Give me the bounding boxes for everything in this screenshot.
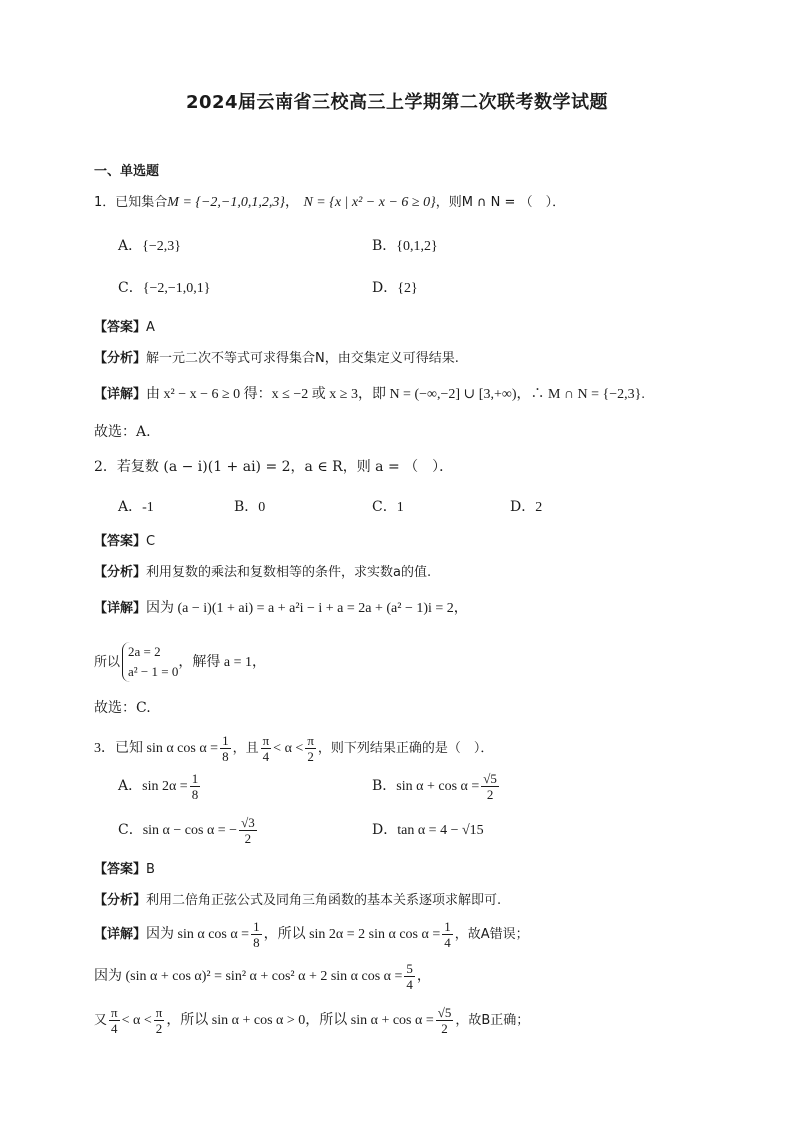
q3-stem-part: 3．已知 sin α cos α = <box>94 741 219 756</box>
q3-option-c <box>118 812 259 849</box>
detail-part: ，故A错误； <box>454 927 529 942</box>
option-expr: sin 2α = <box>142 779 188 794</box>
equation-system <box>122 642 178 682</box>
frac-den: 4 <box>262 748 270 764</box>
option-value: {0,1,2} <box>396 239 438 254</box>
fraction <box>436 1005 454 1036</box>
q3-detail-2 <box>94 958 431 995</box>
frac-num: π <box>111 1004 118 1020</box>
q3-answer <box>94 859 155 880</box>
frac-den: 8 <box>191 786 199 802</box>
fraction <box>251 919 262 950</box>
q3-option-b <box>372 768 501 805</box>
q3-stem-part: < α < <box>273 741 304 756</box>
question-3-stem <box>94 730 493 767</box>
q1-conclusion: 故选：A. <box>94 424 151 440</box>
option-label: B． <box>234 499 259 515</box>
q2-detail <box>94 598 468 619</box>
answer-value: B <box>146 862 155 877</box>
detail-part: ，所以 sin 2α = 2 sin α cos α = <box>263 927 441 942</box>
section-heading: 一、单选题 <box>94 164 160 179</box>
fraction <box>190 771 201 802</box>
q2-conclusion: 故选：C. <box>94 700 151 716</box>
frac-den: 8 <box>222 748 229 764</box>
q1-stem-num: 1．已知集合 <box>94 195 168 210</box>
option-label: A． <box>118 778 143 794</box>
q2-answer <box>94 531 155 552</box>
frac-num: 1 <box>253 918 260 934</box>
frac-den: 4 <box>111 1020 118 1036</box>
answer-value: C <box>146 534 156 549</box>
detail-part: 因为 sin α cos α = <box>146 927 250 942</box>
option-label: D． <box>372 822 398 838</box>
analysis-tag: 【分析】 <box>94 893 147 908</box>
question-1-stem: 1．已知集合M = {−2,−1,0,1,2,3}， N = {x | x² − x − 6 ≥ 0}，则M ∩ N = （ ）． <box>94 194 566 210</box>
sys-suffix: ，解得 a = 1， <box>178 655 266 670</box>
q1-ask: ，则M ∩ N = （ ）． <box>435 195 566 210</box>
option-label: A． <box>118 238 143 254</box>
frac-den: 4 <box>444 934 451 950</box>
sys-line-2: a² − 1 = 0 <box>128 664 179 679</box>
frac-num: √5 <box>483 770 497 786</box>
frac-num: π <box>307 732 314 748</box>
option-label: D． <box>510 499 536 515</box>
q1-answer <box>94 317 155 338</box>
q1-set-n: N = {x | x² − x − 6 ≥ 0} <box>303 195 436 210</box>
q1-option-a <box>118 236 181 257</box>
q1-option-c <box>118 278 210 299</box>
q3-stem-part: ，且 <box>232 741 259 756</box>
option-value: {−2,3} <box>142 239 181 254</box>
q3-option-a <box>118 768 202 805</box>
option-value: 1 <box>396 500 404 515</box>
frac-den: 2 <box>486 786 494 802</box>
option-value: {−2,−1,0,1} <box>142 281 211 296</box>
answer-value: A <box>146 320 155 335</box>
q2-system <box>94 640 266 685</box>
answer-tag: 【答案】 <box>94 862 147 877</box>
question-2-stem: 2．若复数 (a − i)(1 + ai) = 2，a ∈ R，则 a = （ ）． <box>94 459 454 475</box>
frac-den: 4 <box>406 976 413 992</box>
fraction <box>305 733 316 764</box>
option-label: C． <box>372 499 397 515</box>
detail-part: ， <box>416 969 431 984</box>
frac-num: 1 <box>444 918 451 934</box>
fraction <box>481 771 499 802</box>
detail-part: 又 <box>94 1013 108 1028</box>
q3-detail-3 <box>94 1002 529 1039</box>
fraction <box>220 733 231 764</box>
detail-tag: 【详解】 <box>94 387 147 402</box>
q3-analysis <box>94 890 501 911</box>
frac-num: 5 <box>406 960 413 976</box>
frac-num: π <box>262 732 270 748</box>
frac-num: 1 <box>222 732 229 748</box>
detail-part: ，所以 sin α + cos α > 0，所以 sin α + cos α = <box>166 1013 434 1028</box>
detail-part: < α < <box>121 1013 152 1028</box>
option-label: B． <box>372 238 397 254</box>
option-value: 0 <box>258 500 266 515</box>
frac-den: 2 <box>244 830 252 846</box>
analysis-text: 解一元二次不等式可求得集合N，由交集定义可得结果. <box>146 351 459 366</box>
fraction <box>442 919 453 950</box>
frac-den: 2 <box>155 1020 163 1036</box>
q3-detail-1 <box>94 916 529 953</box>
option-label: B． <box>372 778 397 794</box>
detail-part: ，故B正确； <box>455 1013 530 1028</box>
answer-tag: 【答案】 <box>94 534 147 549</box>
frac-num: π <box>155 1004 163 1020</box>
page-title: 2024届云南省三校高三上学期第二次联考数学试题 <box>185 92 609 113</box>
option-value: {2} <box>397 281 418 296</box>
q3-stem-part: ，则下列结果正确的是（ ）． <box>317 741 494 756</box>
option-value: -1 <box>142 500 154 515</box>
q1-option-d <box>372 278 418 299</box>
detail-text: 因为 (a − i)(1 + ai) = a + a²i − i + a = 2a + (a² − 1)i = 2， <box>146 601 468 616</box>
sys-line-1: 2a = 2 <box>128 644 161 659</box>
q1-detail <box>94 384 645 405</box>
q1-analysis <box>94 348 459 369</box>
option-value: 2 <box>535 500 543 515</box>
option-label: C． <box>118 822 143 838</box>
answer-tag: 【答案】 <box>94 320 147 335</box>
q2-option-d <box>510 497 542 518</box>
q2-option-a <box>118 497 154 518</box>
sys-prefix: 所以 <box>94 655 121 670</box>
fraction <box>404 961 415 992</box>
fraction <box>109 1005 120 1036</box>
detail-tag: 【详解】 <box>94 927 147 942</box>
detail-tag: 【详解】 <box>94 601 147 616</box>
frac-num: √3 <box>241 814 255 830</box>
option-label: A． <box>118 499 143 515</box>
q2-option-b <box>234 497 265 518</box>
q2-analysis <box>94 562 431 583</box>
fraction <box>261 733 272 764</box>
option-label: C． <box>118 280 143 296</box>
frac-den: 8 <box>253 934 260 950</box>
option-expr: sin α − cos α = − <box>142 823 238 838</box>
q3-option-d <box>372 816 484 845</box>
detail-part: 因为 (sin α + cos α)² = sin² α + cos² α + 2 sin α cos α = <box>94 969 403 984</box>
fraction <box>239 815 257 846</box>
analysis-text: 利用复数的乘法和复数相等的条件，求实数a的值. <box>146 565 432 580</box>
frac-num: 1 <box>191 770 199 786</box>
frac-num: √5 <box>437 1004 452 1020</box>
frac-den: 2 <box>441 1020 448 1036</box>
q1-set-m: M = {−2,−1,0,1,2,3} <box>167 195 285 210</box>
frac-den: 2 <box>307 748 314 764</box>
analysis-text: 利用二倍角正弦公式及同角三角函数的基本关系逐项求解即可. <box>146 893 502 908</box>
option-label: D． <box>372 280 398 296</box>
analysis-tag: 【分析】 <box>94 565 147 580</box>
option-expr: sin α + cos α = <box>396 779 480 794</box>
q1-option-b <box>372 236 438 257</box>
q2-option-c <box>372 497 404 518</box>
fraction <box>154 1005 165 1036</box>
option-expr: tan α = 4 − √15 <box>397 823 484 838</box>
detail-text: 由 x² − x − 6 ≥ 0 得：x ≤ −2 或 x ≥ 3，即 N = (−∞,−2] ∪ [3,+∞)，∴ M ∩ N = {−2,3}. <box>146 387 645 402</box>
analysis-tag: 【分析】 <box>94 351 147 366</box>
